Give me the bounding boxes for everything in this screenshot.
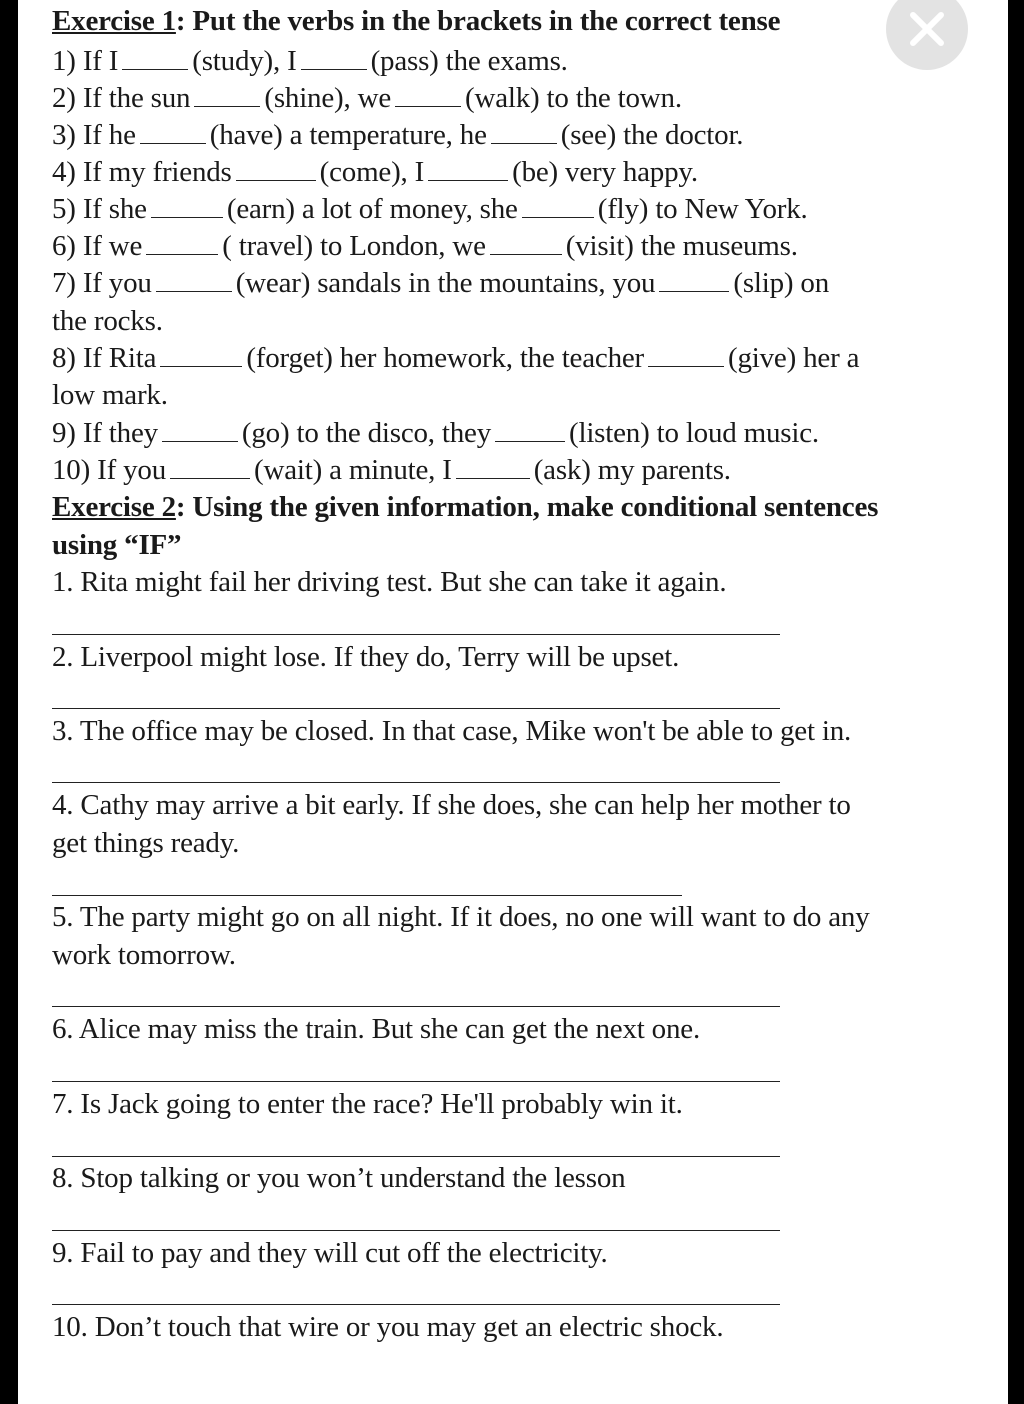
answer-line[interactable] [52, 634, 780, 635]
item-text: If my friends [82, 156, 232, 188]
ex2-item-1: 1. Rita might fail her driving test. But she can take it again. [52, 566, 727, 598]
answer-line[interactable] [52, 1156, 780, 1157]
answer-line[interactable] [52, 708, 780, 709]
answer-line[interactable] [52, 895, 682, 896]
answer-blank[interactable] [122, 45, 188, 70]
item-text: (listen) to loud music. [569, 417, 819, 449]
ex2-item-4-cont: get things ready. [52, 827, 240, 859]
ex1-item-9 [52, 416, 819, 450]
item-text: (give) her a [728, 342, 860, 374]
item-number: 6) [52, 230, 76, 262]
ex2-item-9: 9. Fail to pay and they will cut off the electricity. [52, 1237, 608, 1269]
ex1-item-3 [52, 118, 743, 152]
exercise2-heading [52, 490, 878, 524]
ex1-item-6 [52, 229, 798, 263]
item-number: 7) [52, 267, 76, 299]
ex2-item-2: 2. Liverpool might lose. If they do, Terry will be upset. [52, 641, 680, 673]
ex1-item-7-cont: the rocks. [52, 305, 163, 337]
item-text: If the sun [82, 82, 191, 114]
ex1-item-8 [52, 341, 859, 375]
ex2-item-10: 10. Don’t touch that wire or you may get an electric shock. [52, 1311, 724, 1343]
item-text: (slip) on [733, 267, 830, 299]
ex2-item-5-cont: work tomorrow. [52, 939, 236, 971]
answer-blank[interactable] [151, 193, 223, 218]
item-text: (go) to the disco, they [241, 417, 492, 449]
answer-blank[interactable] [236, 156, 316, 181]
item-number: 4) [52, 156, 76, 188]
close-button[interactable] [886, 0, 968, 70]
item-text: (ask) my parents. [533, 454, 731, 486]
item-number: 8) [52, 342, 76, 374]
answer-line[interactable] [52, 1230, 780, 1231]
answer-blank[interactable] [491, 119, 557, 144]
item-text: If I [82, 45, 119, 77]
item-text: (shine), we [264, 82, 392, 114]
ex1-item-5 [52, 192, 808, 226]
ex1-item-7 [52, 266, 829, 300]
ex2-item-3: 3. The office may be closed. In that case, Mike won't be able to get in. [52, 715, 852, 747]
answer-line[interactable] [52, 1006, 780, 1007]
item-text: If you [82, 267, 152, 299]
answer-blank[interactable] [194, 82, 260, 107]
answer-blank[interactable] [456, 454, 530, 479]
item-text: If she [82, 193, 147, 225]
ex2-item-8: 8. Stop talking or you won’t understand the lesson [52, 1162, 626, 1194]
item-text: ( travel) to London, we [222, 230, 486, 262]
item-number: 2) [52, 82, 76, 114]
answer-blank[interactable] [495, 417, 565, 442]
ex2-item-7: 7. Is Jack going to enter the race? He'll probably win it. [52, 1088, 683, 1120]
exercise1-heading [52, 4, 780, 38]
answer-blank[interactable] [162, 417, 238, 442]
answer-blank[interactable] [140, 119, 206, 144]
item-text: (fly) to New York. [597, 193, 808, 225]
exercise2-instruction: : Using the given information, make conditional sentences [175, 491, 879, 523]
ex1-item-2 [52, 81, 682, 115]
item-number: 5) [52, 193, 76, 225]
item-text: (wait) a minute, I [254, 454, 452, 486]
ex2-item-6: 6. Alice may miss the train. But she can get the next one. [52, 1013, 700, 1045]
item-text: (wear) sandals in the mountains, you [235, 267, 656, 299]
item-text: (come), I [319, 156, 425, 188]
item-text: (pass) the exams. [370, 45, 568, 77]
item-text: (have) a temperature, he [209, 119, 487, 151]
answer-blank[interactable] [170, 454, 250, 479]
item-text: (forget) her homework, the teacher [246, 342, 644, 374]
answer-blank[interactable] [156, 267, 232, 292]
answer-line[interactable] [52, 782, 780, 783]
ex2-item-5: 5. The party might go on all night. If it does, no one will want to do any [52, 901, 870, 933]
item-text: (visit) the museums. [565, 230, 798, 262]
item-text: If we [82, 230, 143, 262]
answer-blank[interactable] [146, 230, 218, 255]
ex1-item-1 [52, 44, 568, 78]
answer-blank[interactable] [160, 342, 242, 367]
exercise2-instruction-cont: using “IF” [52, 529, 182, 561]
ex1-item-4 [52, 155, 698, 189]
exercise1-label: Exercise 1 [52, 5, 176, 37]
ex1-item-10 [52, 453, 731, 487]
exercise2-label: Exercise 2 [52, 491, 176, 523]
item-text: If you [97, 454, 166, 486]
answer-blank[interactable] [395, 82, 461, 107]
item-number: 1) [52, 45, 76, 77]
ex2-item-4: 4. Cathy may arrive a bit early. If she does, she can help her mother to [52, 789, 851, 821]
answer-blank[interactable] [659, 267, 729, 292]
item-text: (walk) to the town. [465, 82, 682, 114]
answer-blank[interactable] [522, 193, 594, 218]
item-text: (earn) a lot of money, she [226, 193, 518, 225]
answer-blank[interactable] [301, 45, 367, 70]
item-text: (study), I [192, 45, 297, 77]
ex1-item-8-cont: low mark. [52, 379, 168, 411]
item-text: If he [82, 119, 136, 151]
item-number: 3) [52, 119, 76, 151]
worksheet-page [18, 0, 1008, 1404]
answer-blank[interactable] [648, 342, 724, 367]
item-number: 9) [52, 417, 76, 449]
item-number: 10) [52, 454, 91, 486]
answer-blank[interactable] [428, 156, 508, 181]
item-text: If Rita [82, 342, 157, 374]
item-text: (see) the doctor. [560, 119, 744, 151]
item-text: If they [82, 417, 158, 449]
close-icon [907, 9, 947, 49]
exercise1-instruction: : Put the verbs in the brackets in the correct tense [175, 5, 781, 37]
answer-line[interactable] [52, 1304, 780, 1305]
item-text: (be) very happy. [512, 156, 698, 188]
answer-blank[interactable] [490, 230, 562, 255]
answer-line[interactable] [52, 1081, 780, 1082]
